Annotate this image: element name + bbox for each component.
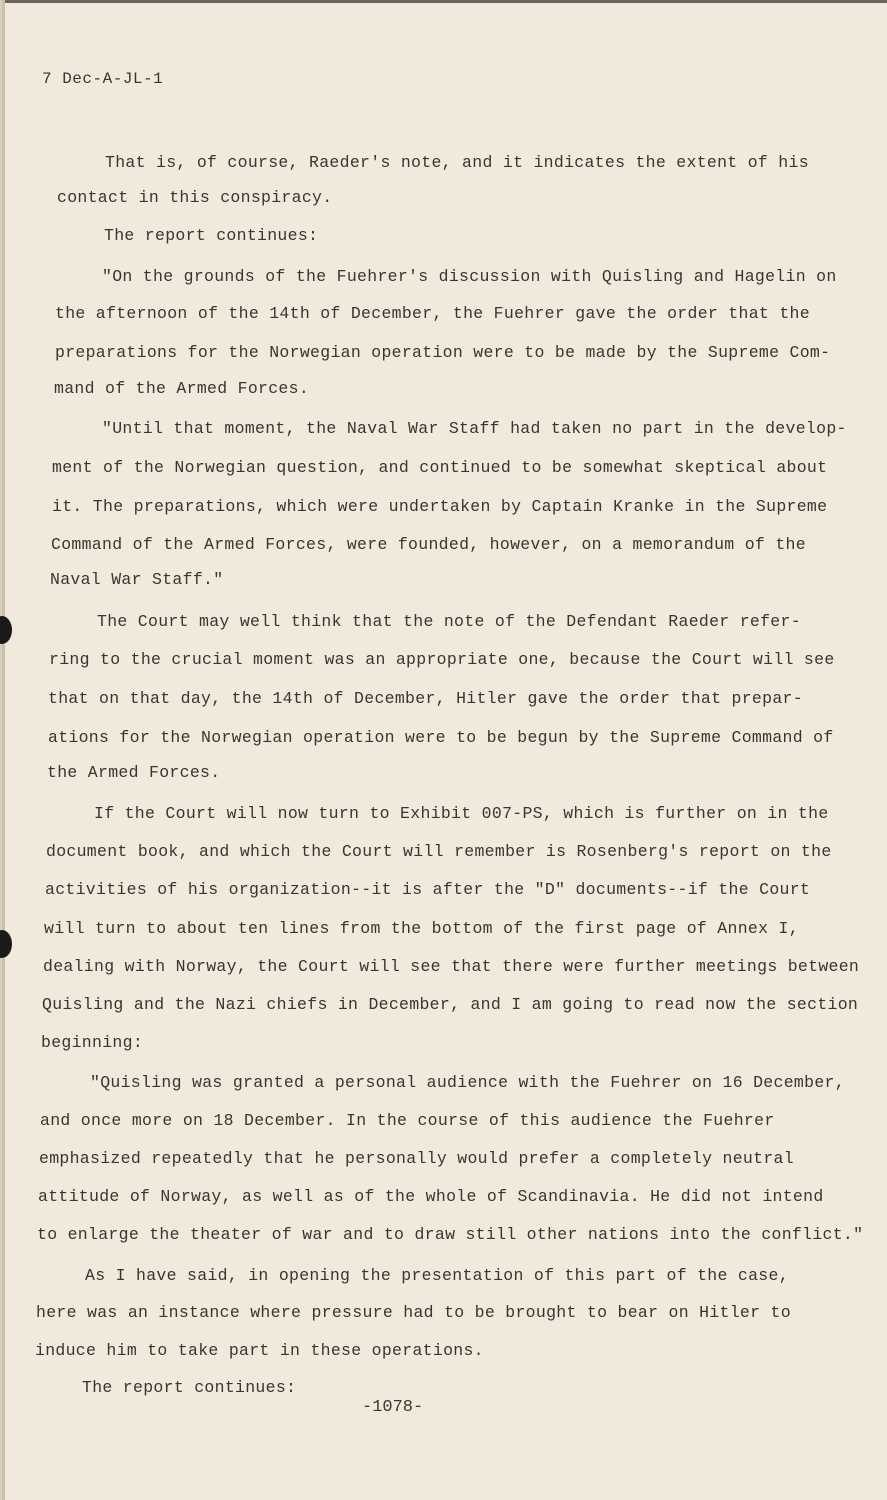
text-line: activities of his organization--it is after the "D" documents--if the Court [45, 880, 811, 899]
text-line: If the Court will now turn to Exhibit 007-PS, which is further on in the [94, 804, 829, 823]
text-line: That is, of course, Raeder's note, and it indicates the extent of his [105, 153, 809, 172]
text-line: ring to the crucial moment was an appropriate one, because the Court will see [49, 650, 835, 669]
text-line: Quisling and the Nazi chiefs in December, and I am going to read now the section [42, 995, 859, 1014]
text-line: the afternoon of the 14th of December, the Fuehrer gave the order that the [55, 304, 810, 323]
text-line: "Until that moment, the Naval War Staff had taken no part in the develop- [102, 419, 847, 438]
text-line: The Court may well think that the note of the Defendant Raeder refer- [97, 612, 801, 631]
text-line: the Armed Forces. [47, 763, 221, 782]
text-line: beginning: [41, 1033, 144, 1052]
text-line: ations for the Norwegian operation were to be begun by the Supreme Command of [48, 728, 834, 747]
text-line: preparations for the Norwegian operation were to be made by the Supreme Com- [55, 343, 831, 362]
text-line: As I have said, in opening the presentation of this part of the case, [85, 1266, 789, 1285]
text-line: attitude of Norway, as well as of the whole of Scandinavia. He did not intend [38, 1187, 824, 1206]
text-line: document book, and which the Court will remember is Rosenberg's report on the [46, 842, 832, 861]
document-reference: 7 Dec-A-JL-1 [42, 70, 164, 88]
page-left-edge [2, 0, 5, 1500]
text-line: "On the grounds of the Fuehrer's discussion with Quisling and Hagelin on [102, 267, 837, 286]
text-line: mand of the Armed Forces. [54, 379, 310, 398]
text-line: to enlarge the theater of war and to draw still other nations into the conflict." [37, 1225, 864, 1244]
text-line: contact in this conspiracy. [57, 188, 333, 207]
punch-hole [0, 930, 12, 958]
text-line: Naval War Staff." [50, 570, 224, 589]
text-line: that on that day, the 14th of December, Hitler gave the order that prepar- [48, 689, 803, 708]
page-number: -1078- [362, 1398, 424, 1417]
page-top-edge [2, 0, 887, 3]
text-line: will turn to about ten lines from the bottom of the first page of Annex I, [44, 919, 799, 938]
text-line: here was an instance where pressure had to be brought to bear on Hitler to [36, 1303, 791, 1322]
text-line: The report continues: [82, 1378, 297, 1397]
text-line: The report continues: [104, 226, 319, 245]
text-line: Command of the Armed Forces, were founded, however, on a memorandum of the [51, 535, 806, 554]
text-line: "Quisling was granted a personal audience with the Fuehrer on 16 December, [90, 1073, 845, 1092]
text-line: it. The preparations, which were undertaken by Captain Kranke in the Supreme [52, 497, 828, 516]
text-line: emphasized repeatedly that he personally would prefer a completely neutral [39, 1149, 794, 1168]
text-line: and once more on 18 December. In the course of this audience the Fuehrer [40, 1111, 775, 1130]
text-line: induce him to take part in these operations. [35, 1341, 484, 1360]
text-line: ment of the Norwegian question, and continued to be somewhat skeptical about [52, 458, 828, 477]
text-line: dealing with Norway, the Court will see that there were further meetings between [43, 957, 860, 976]
punch-hole [0, 616, 12, 644]
